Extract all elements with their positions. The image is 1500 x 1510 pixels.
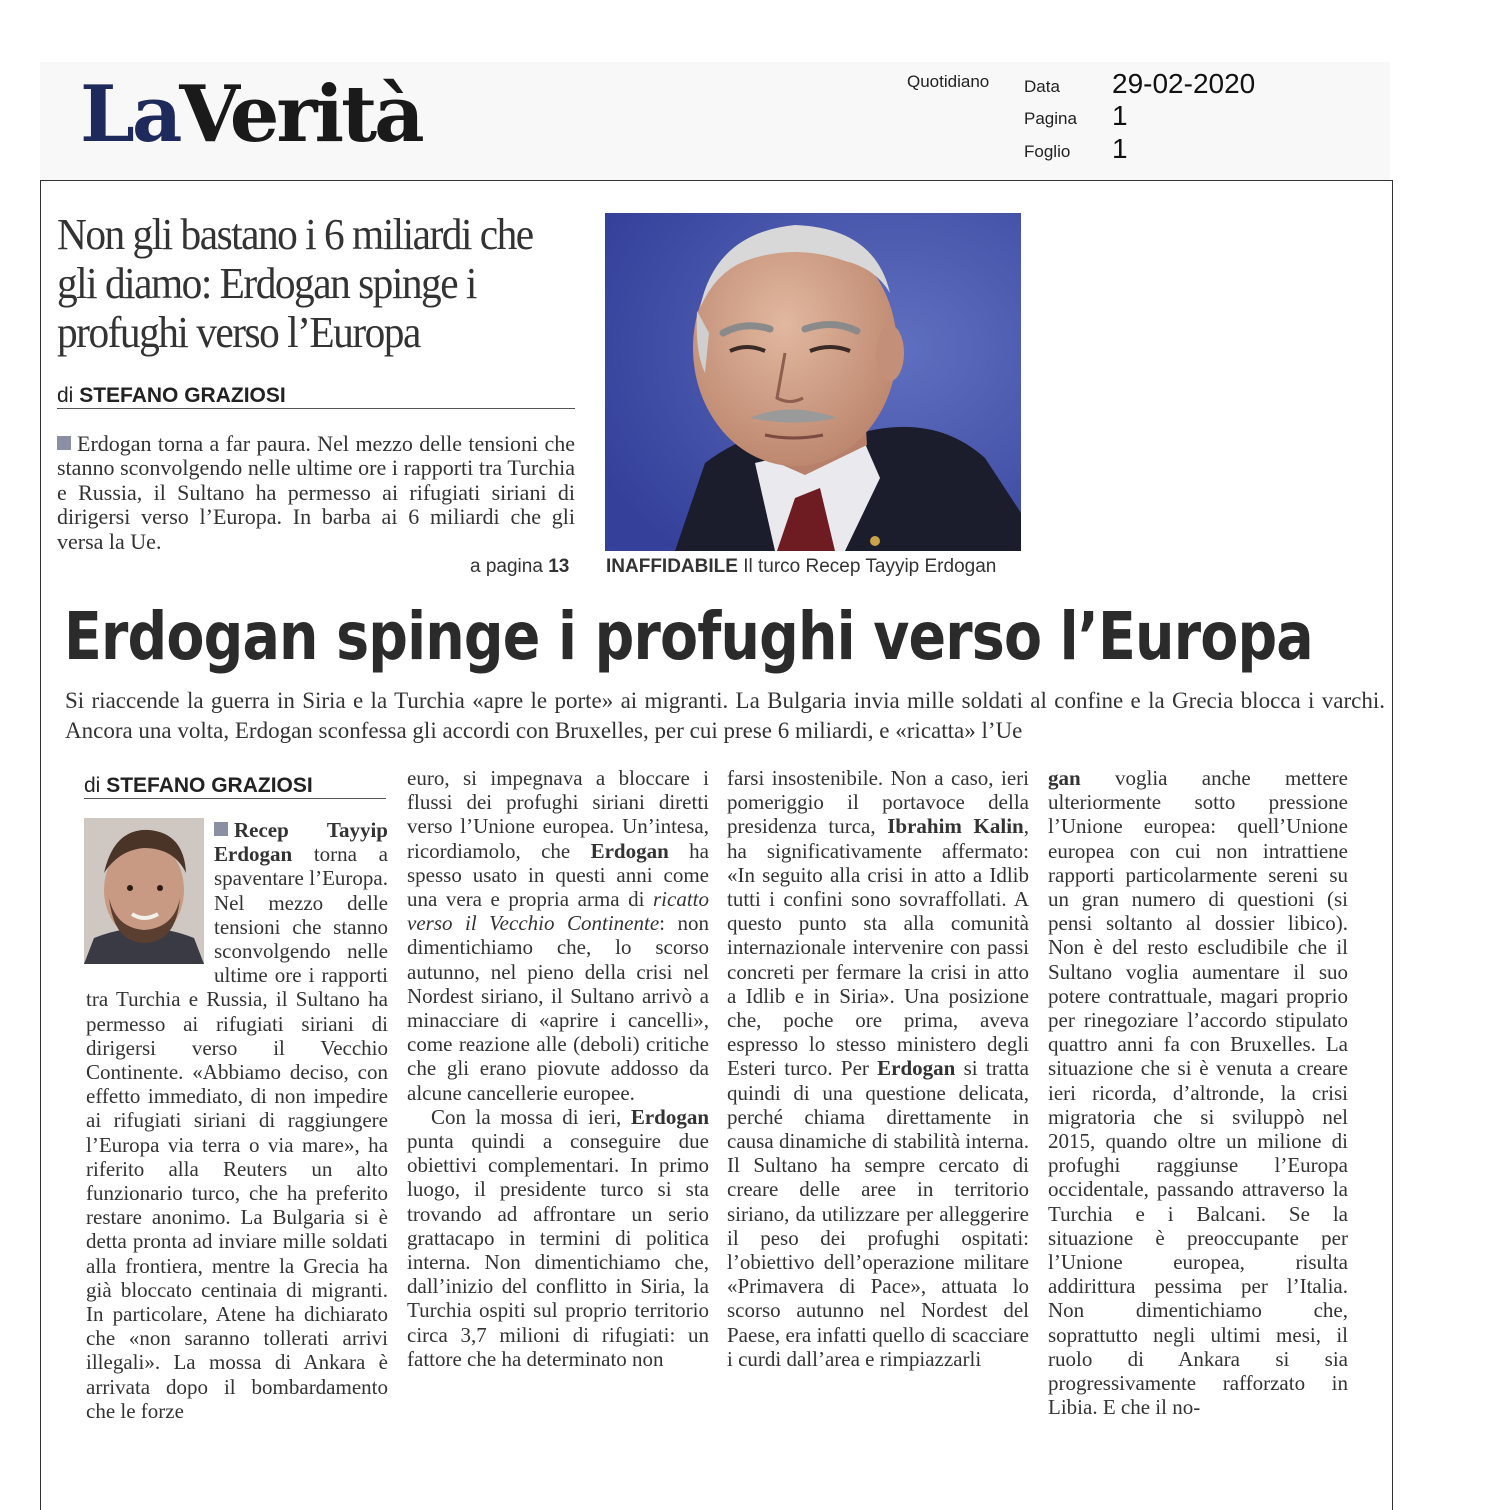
col3-part-a: farsi insostenibile. Non a caso, ieri pomeriggio il portavoce della presidenza turca, — [727, 766, 1029, 839]
page-ref-number: 13 — [548, 556, 570, 577]
col2-part-b: Erdogan — [590, 838, 669, 863]
col2-part-c: ha spesso usato in questi anni come una vera e propria arma di — [407, 838, 709, 912]
foglio-label: Foglio — [1024, 142, 1071, 161]
teaser-divider — [57, 408, 575, 409]
col4-part-a: gan — [1048, 766, 1081, 790]
article-byline — [84, 774, 313, 798]
photo-caption — [606, 556, 996, 578]
subheadline: Si riaccende la guerra in Siria e la Turchia «apre le porte» ai migranti. La Bulgaria invia mille soldati al confine e la Grecia blocca i varchi. Ancora una volta, Erdogan sconfessa gli accordi con Bruxelles, per cui prese 6 miliardi, e «ricatta» l’Ue — [65, 688, 1385, 743]
logo-la: La — [80, 69, 180, 160]
col3-part-e: si tratta quindi di una questione delicata, perché chiama direttamente in causa dinamiche di stabilità interna. Il Sultano ha sempre cercato di creare delle aree in territorio siriano, da utilizzare per alleggerire il peso dei profughi ospitati: l’obiettivo dell’operazione militare «Primavera di Pace», attuata lo scorso autunno nel Nordest del Paese, era infatti quello di scacciare i curdi dall’area e rimpiazzarli — [727, 1056, 1030, 1371]
article-byline-name: STEFANO GRAZIOSI — [106, 774, 313, 797]
data-label: Data — [1024, 77, 1060, 96]
newspaper-logo — [80, 69, 422, 160]
erdogan-photo — [605, 213, 1021, 551]
byline-name: STEFANO GRAZIOSI — [79, 384, 286, 407]
publication-type: Quotidiano — [907, 72, 990, 91]
article-byline-prefix: di — [84, 774, 101, 797]
col3-part-d: Erdogan — [877, 1056, 956, 1081]
byline-prefix: di — [57, 384, 74, 407]
page-ref-prefix: a pagina — [470, 556, 543, 577]
pagina-value: 1 — [1112, 100, 1128, 131]
teaser-page-ref[interactable] — [470, 556, 569, 578]
article-column-3 — [727, 766, 1029, 1371]
bullet-icon — [57, 436, 71, 450]
teaser-text: Erdogan torna a far paura. Nel mezzo delle tensioni che stanno sconvolgendo nelle ultime ore i rapporti tra Turchia e Russia, il Sultano ha permesso ai rifugiati siriani di dirigersi verso l’Europa. In barba ai 6 miliardi che gli versa la Ue. — [57, 431, 575, 554]
col2-p2-c: punta quindi a conseguire due obiettivi complementari. In primo luogo, il presidente turco si sta trovando ad affrontare un serio grattacapo in termini di politica interna. Non dimentichiamo che, dall’inizio del conflitto in Siria, la Turchia ospiti sul proprio territorio circa 3,7 milioni di rifugiati: un fattore che ha determinato non — [407, 1129, 709, 1371]
caption-bold: INAFFIDABILE — [606, 556, 738, 577]
portrait-illustration — [605, 213, 1021, 551]
col1-lead: Recep Tayyip Erdogan — [214, 818, 388, 867]
col2-paragraph-2 — [407, 1105, 709, 1371]
data-value: 29-02-2020 — [1112, 68, 1256, 99]
article-column-2 — [407, 766, 709, 1371]
pagina-label: Pagina — [1024, 109, 1077, 128]
article-byline-divider — [84, 798, 386, 799]
col2-p2-a: Con la mossa di ieri, — [431, 1104, 631, 1129]
article-column-4 — [1048, 766, 1348, 1419]
teaser-body — [57, 432, 575, 554]
logo-verita: Verità — [179, 69, 422, 160]
col2-part-d: ricatto verso il Vecchio Continente — [407, 887, 709, 936]
teaser-byline — [57, 384, 286, 408]
teaser-title: Non gli bastano i 6 miliardi che gli diamo: Erdogan spinge i profughi verso l’Europa — [57, 210, 533, 357]
col2-p2-b: Erdogan — [630, 1104, 709, 1129]
main-headline: Erdogan spinge i profughi verso l’Europa — [64, 598, 1313, 675]
col2-part-e: : non dimentichiamo che, lo scorso autunno, nel pieno della crisi nel Nordest siriano, il Sultano arrivò a minacciare di «aprire i cancelli», come reazione alle (deboli) critiche che gli erano piovute addosso da alcune cancellerie europee. — [407, 911, 709, 1105]
photo-spacer — [86, 818, 214, 966]
col3-part-c: , ha significativamente affermato: «In seguito alla crisi in atto a Idlib tutti i confini sono sovraffollati. A questo punto sta alla comunità internazionale intervenire con passi concreti per fermare la crisi in atto a Idlib e in Siria». Una posizione che, poche ore prima, aveva espresso lo stesso ministero degli Esteri turco. Per — [727, 814, 1029, 1081]
col2-part-a: euro, si impegnava a bloccare i flussi dei profughi siriani diretti verso l’Unione europea. Un’intesa, ricordiamolo, che — [407, 766, 709, 863]
bullet-icon — [214, 822, 228, 836]
col3-part-b: Ibrahim Kalin — [887, 814, 1024, 839]
col1-text: torna a spaventare l’Europa. Nel mezzo delle tensioni che stanno sconvolgendo nelle ultime ore i rapporti tra Turchia e Russia, il Sultano ha permesso ai rifugiati siriani di dirigersi verso il Vecchio Continente. «Abbiamo deciso, con effetto immediato, di non impedire ai rifugiati siriani di raggiungere l’Europa via terra o via mare», ha riferito alla Reuters un alto funzionario turco, che ha preferito restare anonimo. La Bulgaria si è detta pronta ad inviare mille soldati alla frontiera, mentre la Grecia ha già bloccato centinaia di migranti. In particolare, Atene ha dichiarato che «non saranno tollerati arrivi illegali». La mossa di Ankara è arrivata dopo il bombardamento che le forze — [86, 842, 388, 1423]
col4-part-b: voglia anche mettere ulteriormente sotto pressione l’Unione europea: quell’Unione europea con cui non intrattiene rapporti particolarmente sereni su un gran numero di questioni (si pensi soltanto al dossier libico). Non è del resto escludibile che il Sultano voglia aumentare il suo potere contrattuale, magari proprio per rinegoziare l’accordo stipulato quattro anni fa con Bruxelles. La situazione che si è venuta a creare ieri ricorda, d’altronde, la crisi migratoria che si sviluppò nel 2015, quando oltre un milione di profughi raggiunse l’Europa occidentale, passando attraverso la Turchia e i Balcani. Se la situazione è preoccupante per l’Unione europea, risulta addirittura pessima per l’Italia. Non dimentichiamo che, soprattutto negli ultimi mesi, il ruolo di Ankara si sia progressivamente rafforzato in Libia. E che il no- — [1048, 766, 1348, 1420]
article-column-1 — [86, 818, 388, 1423]
foglio-value: 1 — [1112, 133, 1128, 164]
caption-text: Il turco Recep Tayyip Erdogan — [743, 556, 997, 577]
